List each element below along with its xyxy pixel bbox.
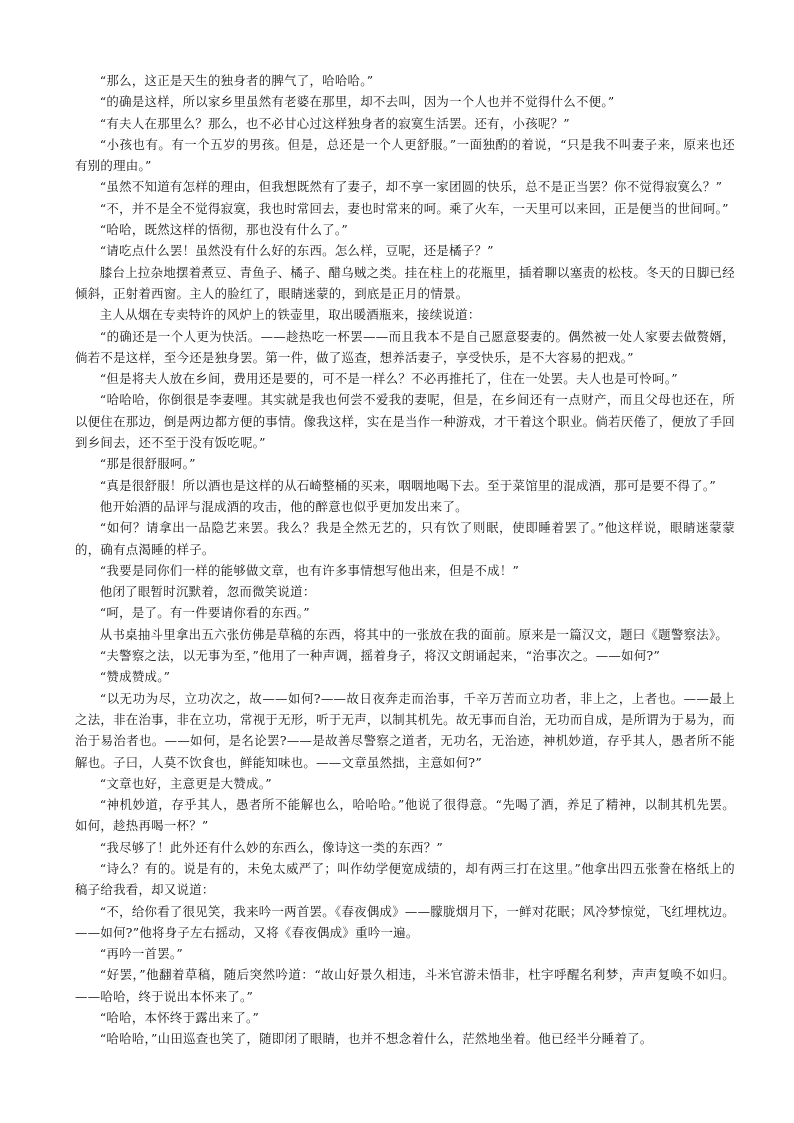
paragraph: “呵，是了。有一件要请你看的东西。” (99, 605, 310, 621)
paragraph: 他开始酒的品评与混成酒的攻击，他的醉意也似乎更加发出来了。 (99, 498, 468, 514)
paragraph: “好罢，”他翻着草稿，随后突然吟道：“故山好景久相违，斗米官游未悟非，杜宇呼醒名利梦，声声复唤不如归。——哈哈，终于说出本怀来了。” (75, 967, 735, 1004)
paragraph: “有夫人在那里么？那么，也不必甘心过这样独身者的寂寞生活罢。还有，小孩呢？” (99, 115, 570, 131)
paragraph: “不，并不是全不觉得寂寞，我也时常回去，妻也时常来的呵。乘了火车，一天里可以来回，正是便当的世间呵。” (99, 200, 729, 216)
paragraph: “请吃点什么罢！虽然没有什么好的东西。怎么样，豆呢，还是橘子？” (99, 243, 494, 259)
paragraph: “神机妙道，存乎其人，愚者所不能解也么，哈哈哈。”他说了很得意。“先喝了酒，养足了精神，以制其机先罢。如何，趁热再喝一杯？” (75, 797, 735, 834)
paragraph: “夫警察之法，以无事为至，”他用了一种声调，摇着身子，将汉文朗诵起来，“治事次之。——如何?” (99, 648, 661, 664)
paragraph: 他闭了眼暂时沉默着，忽而微笑说道： (99, 584, 316, 600)
paragraph: “如何？请拿出一品隐艺来罢。我么？我是全然无艺的，只有饮了则眠，使即睡着罢了。”他这样说，眼睛迷蒙蒙的，确有点渴睡的样子。 (75, 520, 735, 557)
paragraph: “小孩也有。有一个五岁的男孩。但是，总还是一个人更舒服。”一面独酌的着说，“只是我不叫妻子来，原来也还有别的理由。” (75, 136, 735, 174)
paragraph: “我尽够了！此外还有什么妙的东西么，像诗这一类的东西？” (99, 839, 444, 855)
paragraph: “虽然不知道有怎样的理由，但我想既然有了妻子，却不享一家团圆的快乐，总不是正当罢？你不觉得寂寞么？” (99, 179, 723, 195)
paragraph: “诗么？有的。说是有的，未免太威严了；叫作幼学便宽成绩的，却有两三打在这里。”他拿出四五张誊在格纸上的稿子给我看，却又说道： (75, 860, 735, 898)
paragraph: “哈哈哈，”山田巡查也笑了，随即闭了眼睛，也并不想念着什么，茫然地坐着。他已经半分睡着了。 (99, 1031, 653, 1047)
paragraph: “再吟一首罢。” (99, 946, 184, 962)
paragraph: “文章也好，主意更是大赞成。” (99, 775, 272, 791)
paragraph: “真是很舒服！所以酒也是这样的从石崎整桶的买来，咽咽地喝下去。至于菜馆里的混成酒，那可是要不得了。” (99, 477, 717, 493)
paragraph: “以无功为尽，立功次之，故——如何?——故日夜奔走而治事，千辛万苦而立功者，非上之，上者也。——最上之法，非在治事，非在立功，常视于无形，听于无声，以制其机先。故无事而自治，无功而自成，是所谓为于易为，而治于易治者也。——如何，是名论罢?——是故善尽警察之道者，无功名，无治迹，神机妙道，存乎其人，愚者所不能解也。子曰，人莫不饮食也，鲜能知味也。——文章虽然拙，主意如何?” (75, 690, 735, 770)
paragraph: “不，给你看了很见笑，我来吟一两首罢。《春夜偶成》——朦胧烟月下，一鲜对花眠；风冷梦惊觉，飞红埋枕边。——如何?”他将身子左右摇动，又将《春夜偶成》重吟一遍。 (75, 903, 735, 940)
paragraph: “那是很舒服呵。” (99, 456, 196, 472)
paragraph: “哈哈哈，你倒很是李妻哩。其实就是我也何尝不爱我的妻呢，但是，在乡间还有一点财产，而且父母也还在，所以便住在那边，倒是两边都方便的事情。像我这样，实在是当作一种游戏，才干着这个职业。倘若厌倦了，便放了手回到乡间去，还不至于没有饭吃呢。” (75, 392, 735, 451)
paragraph: “哈哈，本怀终于露出来了。” (99, 1010, 260, 1026)
paragraph: “那么，这正是天生的独身者的脾气了，哈哈哈。” (99, 73, 374, 88)
paragraph: “的确是这样，所以家乡里虽然有老婆在那里，却不去叫，因为一个人也并不觉得什么不便。” (99, 94, 615, 110)
paragraph: “赞成赞成。” (99, 669, 171, 685)
paragraph: “我要是同你们一样的能够做文章，也有许多事情想写他出来，但是不成！” (99, 562, 520, 578)
paragraph: 膝台上拉杂地摆着煮豆、青鱼子、橘子、醋乌贼之类。挂在柱上的花瓶里，插着聊以塞责的松枝。冬天的日脚已经倾斜，正射着西窗。主人的脸红了，眼睛迷蒙的，到底是正月的情景。 (75, 264, 735, 301)
paragraph: “但是将夫人放在乡间，费用还是要的，可不是一样么？不必再推托了，住在一处罢。夫人也是可怜呵。” (99, 371, 678, 387)
paragraph: “哈哈，既然这样的悟彻，那也没有什么了。” (99, 222, 348, 238)
paragraph: 从书桌抽斗里拿出五六张仿佛是草稿的东西，将其中的一张放在我的面前。原来是一篇汉文，题曰《题警察法》。 (99, 626, 729, 642)
paragraph: 主人从烟在专卖特许的风炉上的铁壶里，取出暖酒瓶来，接续说道： (99, 307, 481, 323)
document-body (75, 70, 735, 1050)
paragraph: “的确还是一个人更为快活。——趁热吃一杯罢——而且我本不是自己愿意娶妻的。偶然被一处人家要去做赘婿，倘若不是这样，至今还是独身罢。第一件，做了巡查，想养活妻子，享受快乐，是不大容易的把戏。” (75, 328, 735, 365)
